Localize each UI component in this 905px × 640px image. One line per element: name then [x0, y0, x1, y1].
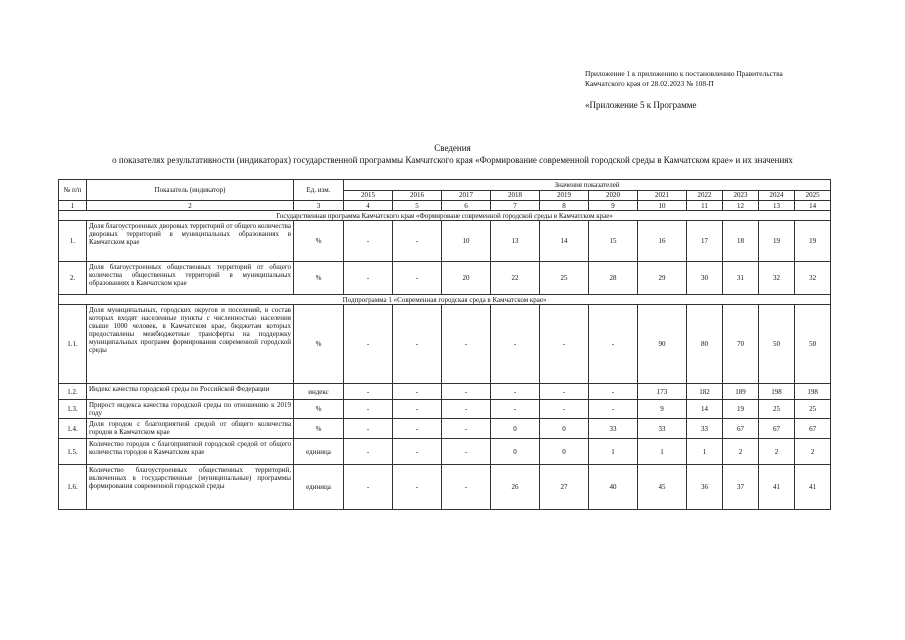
value-cell: 14 — [687, 400, 723, 419]
unit-cell: % — [294, 419, 344, 439]
table-row — [59, 439, 831, 465]
value-cell: 32 — [759, 262, 795, 295]
indicator-name: Доля благоустроенных дворовых территорий от общего количества дворовых территорий в муниципальных образованиях в Камчатском крае — [87, 221, 294, 262]
unit-cell: единица — [294, 465, 344, 510]
value-cell: 182 — [687, 384, 723, 400]
value-cell: 2 — [759, 439, 795, 465]
value-cell: 1 — [638, 439, 687, 465]
value-cell: - — [393, 439, 442, 465]
document-subtitle: о показателях результативности (индикаторах) государственной программы Камчатского края «Формирование современной городской среды в Камчатском крае» и их значениях — [112, 155, 793, 165]
indicator-name: Прирост индекса качества городской среды по отношению к 2019 году — [87, 400, 294, 419]
value-cell: 33 — [638, 419, 687, 439]
value-cell: 0 — [540, 439, 589, 465]
value-cell: 17 — [687, 221, 723, 262]
table-row — [59, 419, 831, 439]
header-appendix-line1: Приложение 1 к приложению к постановлению Правительства — [585, 69, 783, 78]
value-cell: - — [344, 221, 393, 262]
value-cell: 14 — [540, 221, 589, 262]
column-number: 7 — [491, 201, 540, 211]
header-year: 2021 — [638, 190, 687, 201]
value-cell: - — [540, 400, 589, 419]
value-cell: - — [589, 400, 638, 419]
unit-cell: % — [294, 400, 344, 419]
value-cell: - — [393, 419, 442, 439]
value-cell: - — [393, 465, 442, 510]
value-cell: - — [393, 384, 442, 400]
value-cell: 29 — [638, 262, 687, 295]
value-cell: - — [344, 262, 393, 295]
column-number: 10 — [638, 201, 687, 211]
value-cell: - — [491, 384, 540, 400]
value-cell: 25 — [795, 400, 831, 419]
table-row — [59, 465, 831, 510]
value-cell: 198 — [759, 384, 795, 400]
value-cell: - — [589, 305, 638, 384]
value-cell: 25 — [759, 400, 795, 419]
column-number: 1 — [59, 201, 87, 211]
header-num: № п/п — [59, 180, 87, 201]
value-cell: 10 — [442, 221, 491, 262]
value-cell: 31 — [723, 262, 759, 295]
row-number: 1.3. — [59, 400, 87, 419]
indicators-table — [58, 179, 831, 510]
value-cell: 41 — [759, 465, 795, 510]
value-cell: 40 — [589, 465, 638, 510]
table-row — [59, 384, 831, 400]
value-cell: 33 — [687, 419, 723, 439]
value-cell: 45 — [638, 465, 687, 510]
header-year: 2022 — [687, 190, 723, 201]
header-appendix-line2: Камчатского края от 28.02.2023 № 108-П — [585, 79, 714, 88]
value-cell: 0 — [540, 419, 589, 439]
value-cell: - — [344, 465, 393, 510]
value-cell: 25 — [540, 262, 589, 295]
value-cell: 26 — [491, 465, 540, 510]
column-number: 11 — [687, 201, 723, 211]
indicator-name: Доля благоустроенных общественных территорий от общего количества общественных территорий в муниципальных образованиях в Камчатском крае — [87, 262, 294, 295]
row-number: 2. — [59, 262, 87, 295]
value-cell: 67 — [759, 419, 795, 439]
column-number: 6 — [442, 201, 491, 211]
value-cell: - — [344, 305, 393, 384]
value-cell: 13 — [491, 221, 540, 262]
value-cell: 9 — [638, 400, 687, 419]
value-cell: 70 — [723, 305, 759, 384]
value-cell: 22 — [491, 262, 540, 295]
column-number: 5 — [393, 201, 442, 211]
value-cell: 1 — [589, 439, 638, 465]
header-indicator: Показатель (индикатор) — [87, 180, 294, 201]
value-cell: 50 — [795, 305, 831, 384]
row-number: 1. — [59, 221, 87, 262]
value-cell: 67 — [795, 419, 831, 439]
value-cell: 30 — [687, 262, 723, 295]
value-cell: 90 — [638, 305, 687, 384]
value-cell: 15 — [589, 221, 638, 262]
column-number: 3 — [294, 201, 344, 211]
value-cell: - — [442, 465, 491, 510]
section-row — [59, 211, 831, 221]
value-cell: 19 — [759, 221, 795, 262]
value-cell: - — [442, 419, 491, 439]
value-cell: - — [393, 221, 442, 262]
value-cell: 67 — [723, 419, 759, 439]
value-cell: - — [344, 384, 393, 400]
value-cell: 18 — [723, 221, 759, 262]
value-cell: - — [589, 384, 638, 400]
header-year: 2020 — [589, 190, 638, 201]
section-program: Государственная программа Камчатского края «Формироване современной городской среды в Камчатском крае» — [59, 211, 831, 221]
column-number: 8 — [540, 201, 589, 211]
value-cell: 1 — [687, 439, 723, 465]
header-year: 2016 — [393, 190, 442, 201]
indicator-name: Доля городов с благоприятной средой от общего количества городов в Камчатском крае — [87, 419, 294, 439]
column-number: 9 — [589, 201, 638, 211]
unit-cell: единица — [294, 439, 344, 465]
table-row — [59, 221, 831, 262]
value-cell: - — [442, 305, 491, 384]
value-cell: 27 — [540, 465, 589, 510]
value-cell: - — [491, 400, 540, 419]
indicator-name: Количество благоустроенных общественных территорий, включенных в государственные (муниципальные) программы формирования современной городской среды — [87, 465, 294, 510]
unit-cell: % — [294, 262, 344, 295]
value-cell: - — [491, 305, 540, 384]
header-values: Значения показателей — [344, 180, 831, 191]
value-cell: - — [393, 262, 442, 295]
value-cell: - — [540, 305, 589, 384]
indicator-name: Количество городов с благоприятной городской средой от общего количества городов в Камчатском крае — [87, 439, 294, 465]
value-cell: 28 — [589, 262, 638, 295]
value-cell: - — [344, 439, 393, 465]
value-cell: 2 — [795, 439, 831, 465]
header-year: 2015 — [344, 190, 393, 201]
header-year: 2018 — [491, 190, 540, 201]
unit-cell: индекс — [294, 384, 344, 400]
value-cell: 20 — [442, 262, 491, 295]
table-colnum-row — [59, 201, 831, 211]
value-cell: 80 — [687, 305, 723, 384]
table-row — [59, 305, 831, 384]
column-number: 13 — [759, 201, 795, 211]
row-number: 1.1. — [59, 305, 87, 384]
value-cell: 33 — [589, 419, 638, 439]
table-header-row — [59, 180, 831, 191]
indicator-name: Индекс качества городской среды по Российской Федерации — [87, 384, 294, 400]
value-cell: 19 — [723, 400, 759, 419]
section-row — [59, 295, 831, 305]
value-cell: - — [442, 400, 491, 419]
unit-cell: % — [294, 305, 344, 384]
value-cell: 36 — [687, 465, 723, 510]
header-appendix-5: «Приложение 5 к Программе — [585, 100, 697, 110]
row-number: 1.2. — [59, 384, 87, 400]
value-cell: 37 — [723, 465, 759, 510]
value-cell: - — [442, 439, 491, 465]
row-number: 1.4. — [59, 419, 87, 439]
value-cell: 173 — [638, 384, 687, 400]
header-unit: Ед. изм. — [294, 180, 344, 201]
header-year: 2017 — [442, 190, 491, 201]
row-number: 1.6. — [59, 465, 87, 510]
value-cell: - — [393, 400, 442, 419]
header-year: 2024 — [759, 190, 795, 201]
value-cell: - — [344, 419, 393, 439]
value-cell: 19 — [795, 221, 831, 262]
column-number: 2 — [87, 201, 294, 211]
table-row — [59, 262, 831, 295]
column-number: 4 — [344, 201, 393, 211]
row-number: 1.5. — [59, 439, 87, 465]
column-number: 14 — [795, 201, 831, 211]
value-cell: 189 — [723, 384, 759, 400]
value-cell: 50 — [759, 305, 795, 384]
value-cell: - — [540, 384, 589, 400]
document-title: Сведения — [434, 143, 471, 153]
value-cell: 0 — [491, 419, 540, 439]
value-cell: 0 — [491, 439, 540, 465]
indicator-name: Доля муниципальных, городских округов и поселений, в состав которых входят населенные пункты с численностью населения свыше 1000 человек, в Камчатском крае, бюджетам которых предоставлены межбюджетные трансферты на поддержку муниципальных программ формирования современной городской среды — [87, 305, 294, 384]
section-subprogram: Подпрограмма 1 «Современная городская среда в Камчатском крае» — [59, 295, 831, 305]
header-year: 2019 — [540, 190, 589, 201]
value-cell: - — [344, 400, 393, 419]
value-cell: 32 — [795, 262, 831, 295]
value-cell: - — [393, 305, 442, 384]
value-cell: 41 — [795, 465, 831, 510]
table-row — [59, 400, 831, 419]
value-cell: 16 — [638, 221, 687, 262]
header-year: 2025 — [795, 190, 831, 201]
value-cell: - — [442, 384, 491, 400]
unit-cell: % — [294, 221, 344, 262]
header-year: 2023 — [723, 190, 759, 201]
value-cell: 198 — [795, 384, 831, 400]
column-number: 12 — [723, 201, 759, 211]
value-cell: 2 — [723, 439, 759, 465]
